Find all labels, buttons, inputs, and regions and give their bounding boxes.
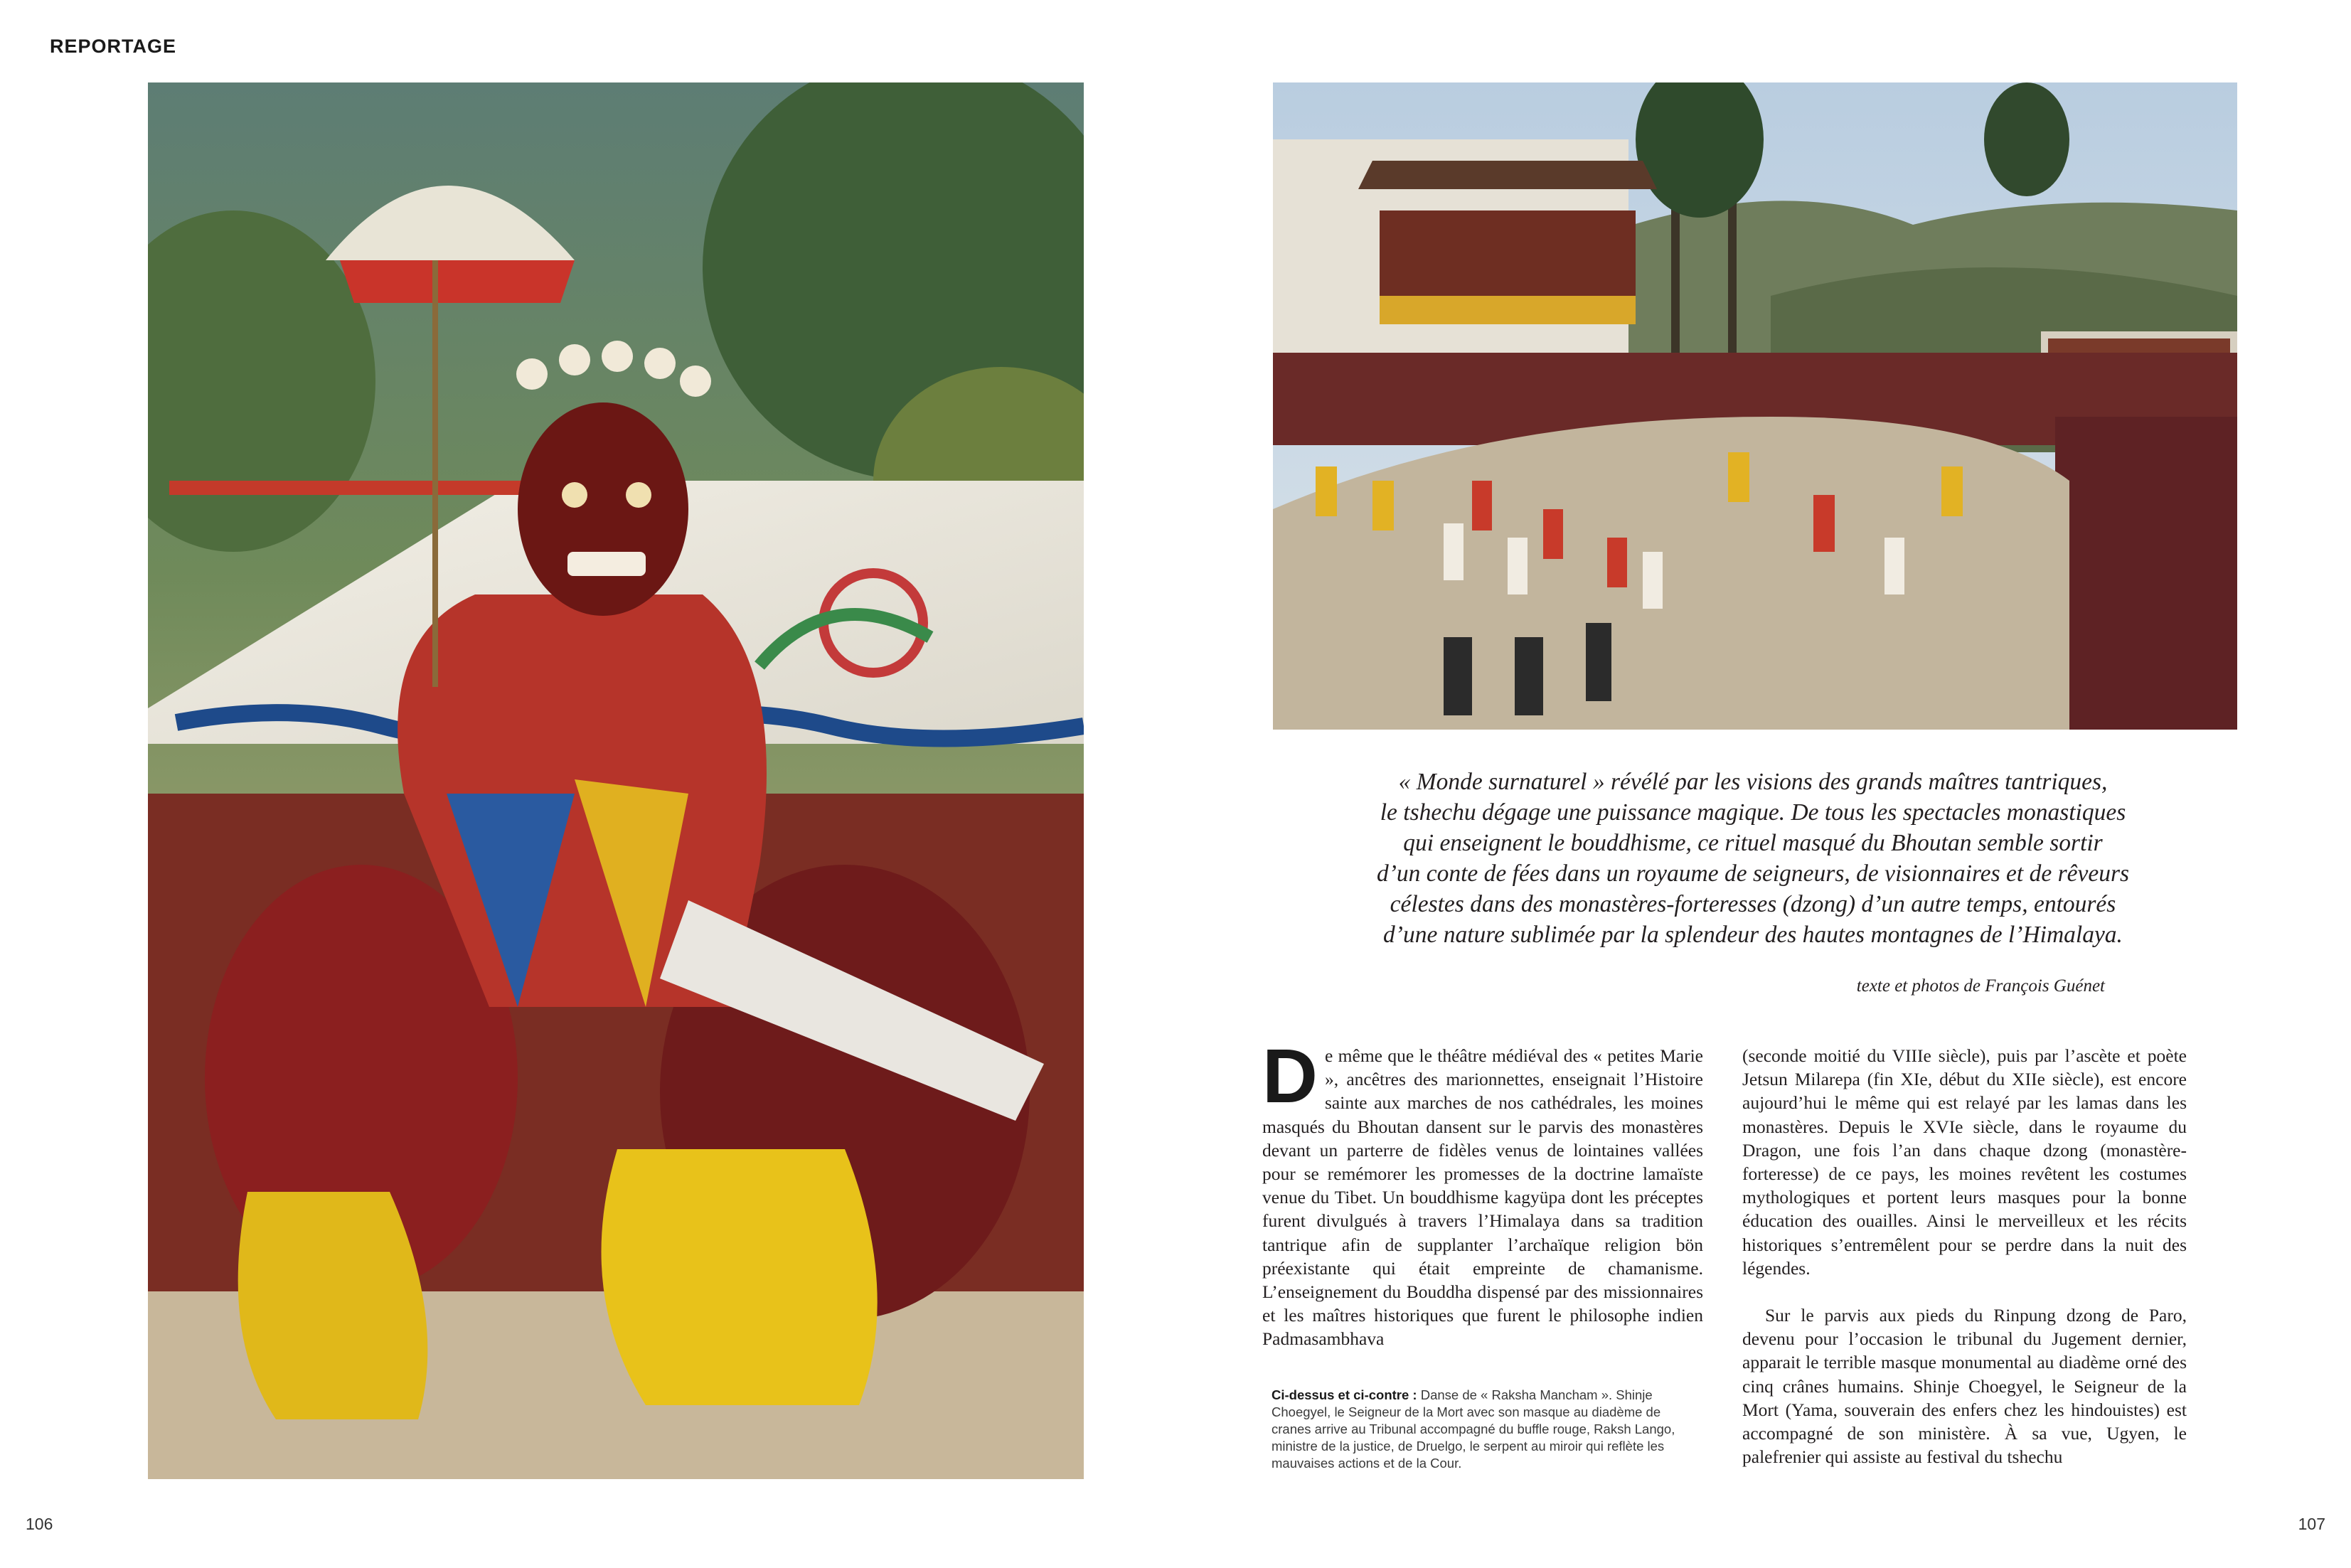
lead-line: célestes dans des monastères-forteresses (dzong) d’un autre temps, entourés bbox=[1390, 891, 2116, 917]
drop-cap: D bbox=[1262, 1033, 1318, 1119]
body-column-1 bbox=[1262, 1033, 1703, 1351]
lead-paragraph bbox=[1280, 767, 2226, 950]
lead-line: d’une nature sublimée par la splendeur des hautes montagnes de l’Himalaya. bbox=[1383, 922, 2123, 948]
photo-dzong-courtyard bbox=[1273, 82, 2237, 730]
section-label: REPORTAGE bbox=[50, 36, 177, 57]
photo-masked-dancer bbox=[148, 82, 1084, 1479]
lead-line: qui enseignent le bouddhisme, ce rituel masqué du Bhoutan semble sortir bbox=[1403, 830, 2103, 856]
page-number-right: 107 bbox=[2298, 1515, 2325, 1533]
photo-caption bbox=[1272, 1387, 1691, 1472]
lead-line: d’un conte de fées dans un royaume de seigneurs, de visionnaires et de rêveurs bbox=[1376, 860, 2130, 887]
page-number-left: 106 bbox=[26, 1515, 53, 1533]
lead-line: le tshechu dégage une puissance magique. De tous les spectacles monastiques bbox=[1380, 799, 2126, 826]
body-text: e même que le théâtre médiéval des « petites Marie », ancêtres des marionnettes, enseignait l’Histoire sainte aux marches de nos cathédrales, les moines masqués du Bhoutan dansent sur le parvis des monastères devant un parterre de fidèles venus de lointaines vallées pour se remémorer les promesses de la doctrine lamaïste venue du Tibet. Un bouddhisme kagyüpa dont les préceptes furent divulgués à travers l’Himalaya dans sa tradition tantrique afin de supplanter l’archaïque religion bön préexistante qui était empreinte de chamanisme. L’enseignement du Bouddha dispensé par des missionnaires et les maîtres historiques que furent le philosophe indien Padmasambhava bbox=[1262, 1045, 1703, 1350]
byline: texte et photos de François Guénet bbox=[1856, 976, 2105, 996]
lead-line: « Monde surnaturel » révélé par les visions des grands maîtres tantriques, bbox=[1398, 769, 2108, 795]
body-paragraph: Sur le parvis aux pieds du Rinpung dzong de Paro, devenu pour l’occasion le tribunal du Jugement dernier, apparait le terrible masque monumental au diadème orné des cinq crânes humains. Shinje Choegyel, le Seigneur de la Mort (Yama, souverain des enfers chez les hindouistes) est accompagné de son ministère. À sa vue, Ugyen, le palefrenier qui assiste au festival du tshechu bbox=[1742, 1305, 2187, 1468]
body-paragraph: (seconde moitié du VIIIe siècle), puis par l’ascète et poète Jetsun Milarepa (fin XIe, début du XIIe siècle), est encore aujourd’hui le même qui est relayé par les lamas dans les monastères. Depuis le XVIe siècle, dans le royaume du Dragon, une fois l’an dans chaque dzong (monastère-forteresse) de ce pays, les moines revêtent les costumes mythologiques et portent leurs masques pour la bonne éducation des ouailles. Ainsi le merveilleux et les récits historiques s’entremêlent pour se perdre dans la nuit des légendes. bbox=[1742, 1045, 2187, 1279]
body-column-2 bbox=[1742, 1044, 2187, 1468]
caption-text: Danse de « Raksha Mancham ». Shinje Choegyel, le Seigneur de la Mort avec son masque au diadème de cranes arrive au Tribunal accompagné du buffle rouge, Raksh Lango, ministre de la justice, de Druelgo, le serpent au miroir qui reflète les mauvaises actions et de la Cour. bbox=[1272, 1387, 1675, 1471]
caption-lead: Ci-dessus et ci-contre : bbox=[1272, 1387, 1417, 1402]
